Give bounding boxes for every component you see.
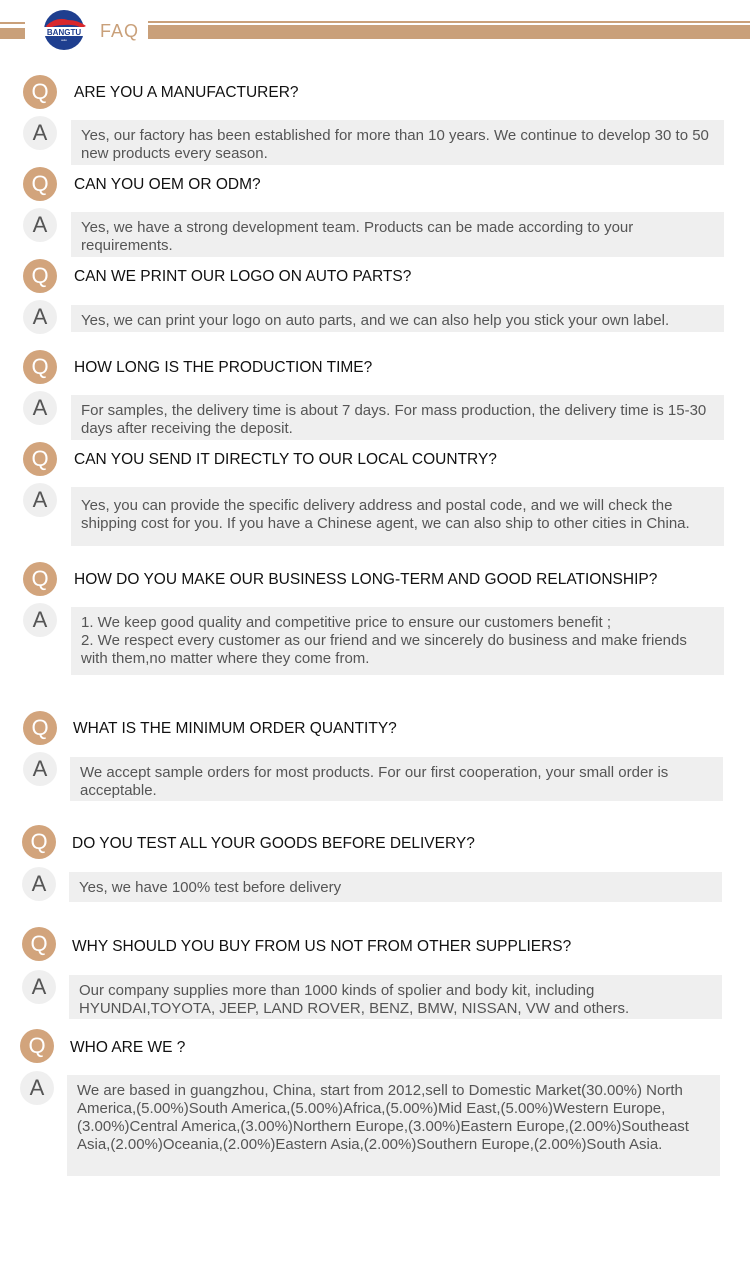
question-icon: Q xyxy=(23,167,57,201)
faq-answer: Yes, our factory has been established for more than 10 years. We continue to develop 30 to 50 new products every season. xyxy=(71,120,724,165)
header-divider-right xyxy=(148,25,750,39)
faq-answer: Yes, we can print your logo on auto parts, and we can also help you stick your own label. xyxy=(71,305,724,332)
svg-text:BANGTU: BANGTU xyxy=(46,28,82,37)
bangtu-logo-icon xyxy=(34,8,94,52)
faq-question: HOW LONG IS THE PRODUCTION TIME? xyxy=(74,359,373,376)
question-icon: Q xyxy=(23,562,57,596)
faq-answer: Our company supplies more than 1000 kinds of spolier and body kit, including HYUNDAI,TOYOTA, JEEP, LAND ROVER, BENZ, BMW, NISSAN, VW and others. xyxy=(69,975,722,1019)
svg-text:auto: auto xyxy=(61,38,67,42)
question-icon: Q xyxy=(22,825,56,859)
answer-icon: A xyxy=(22,867,56,901)
faq-answer: We are based in guangzhou, China, start from 2012,sell to Domestic Market(30.00%) North America,(5.00%)South America,(5.00%)Africa,(5.00%)Mid East,(5.00%)Western Europe,(3.00%)Central America,(3.00%)Northern Europe,(3.00%)Eastern Europe,(2.00%)Southeast Asia,(2.00%)Oceania,(2.00%)Eastern Asia,(2.00%)Southern Europe,(2.00%)South Asia. xyxy=(67,1075,720,1176)
answer-line: 2. We respect every customer as our friend and we sincerely do business and make friends with them,no matter where they come from. xyxy=(81,632,687,667)
faq-question: DO YOU TEST ALL YOUR GOODS BEFORE DELIVERY? xyxy=(72,835,475,852)
answer-icon: A xyxy=(22,970,56,1004)
question-icon: Q xyxy=(23,350,57,384)
question-icon: Q xyxy=(20,1029,54,1063)
faq-header xyxy=(0,0,750,60)
faq-question: ARE YOU A MANUFACTURER? xyxy=(74,84,299,101)
answer-icon: A xyxy=(23,603,57,637)
answer-icon: A xyxy=(20,1071,54,1105)
question-icon: Q xyxy=(23,442,57,476)
faq-question: CAN YOU OEM OR ODM? xyxy=(74,176,261,193)
answer-icon: A xyxy=(23,391,57,425)
faq-answer: For samples, the delivery time is about 7 days. For mass production, the delivery time is 15-30 days after receiving the deposit. xyxy=(71,395,724,440)
question-icon: Q xyxy=(23,75,57,109)
faq-question: WHAT IS THE MINIMUM ORDER QUANTITY? xyxy=(73,720,397,737)
faq-answer: Yes, we have a strong development team. Products can be made according to your requirements. xyxy=(71,212,724,257)
question-icon: Q xyxy=(22,927,56,961)
answer-icon: A xyxy=(23,300,57,334)
answer-icon: A xyxy=(23,752,57,786)
faq-answer xyxy=(71,607,724,675)
answer-icon: A xyxy=(23,116,57,150)
faq-question: CAN YOU SEND IT DIRECTLY TO OUR LOCAL COUNTRY? xyxy=(74,451,497,468)
faq-answer: We accept sample orders for most products. For our first cooperation, your small order is acceptable. xyxy=(70,757,723,801)
faq-question: WHY SHOULD YOU BUY FROM US NOT FROM OTHER SUPPLIERS? xyxy=(72,938,572,955)
question-icon: Q xyxy=(23,259,57,293)
header-divider-left xyxy=(0,25,25,39)
question-icon: Q xyxy=(23,711,57,745)
faq-question: HOW DO YOU MAKE OUR BUSINESS LONG-TERM AND GOOD RELATIONSHIP? xyxy=(74,571,658,588)
faq-question: CAN WE PRINT OUR LOGO ON AUTO PARTS? xyxy=(74,268,412,285)
faq-question: WHO ARE WE ? xyxy=(70,1039,186,1056)
page-title: FAQ xyxy=(100,21,140,41)
answer-icon: A xyxy=(23,483,57,517)
answer-icon: A xyxy=(23,208,57,242)
faq-answer: Yes, you can provide the specific delivery address and postal code, and we will check the shipping cost for you. If you have a Chinese agent, we can also ship to other cities in China. xyxy=(71,487,724,546)
answer-line: 1. We keep good quality and competitive price to ensure our customers benefit ; xyxy=(81,614,612,631)
faq-answer: Yes, we have 100% test before delivery xyxy=(69,872,722,902)
